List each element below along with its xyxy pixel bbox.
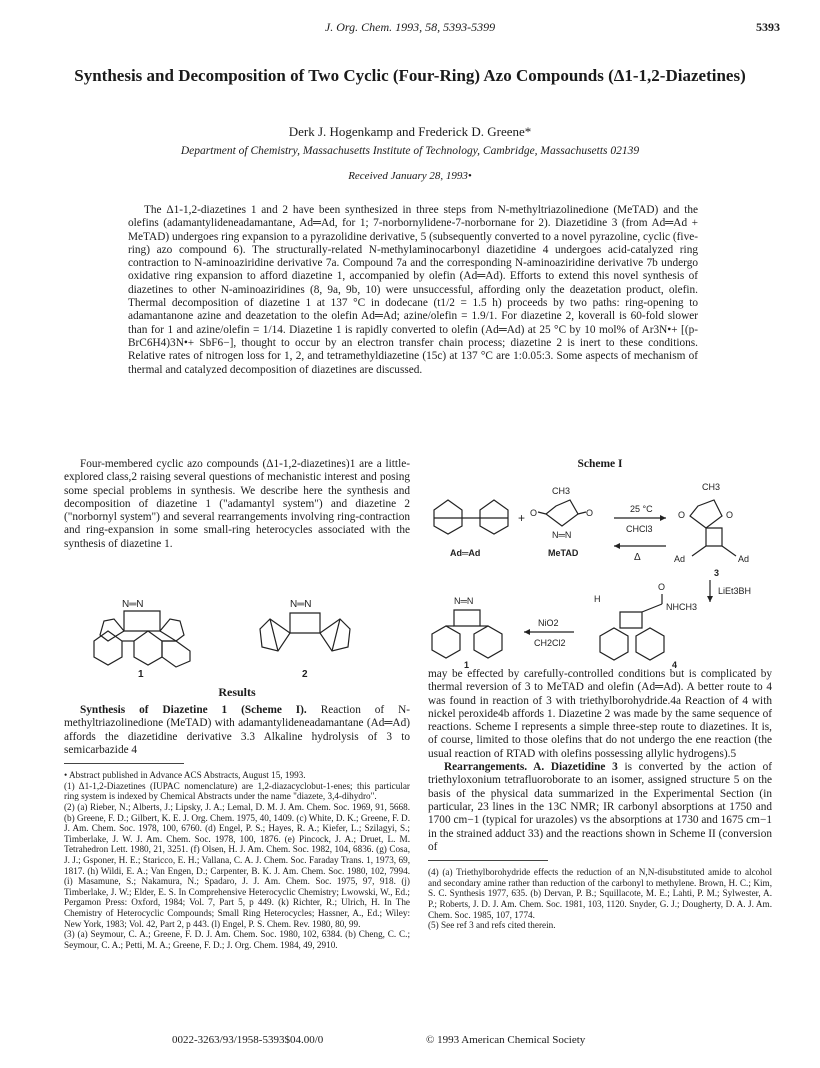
footnote: (4) (a) Triethylborohydride effects the reduction of an N,N-disubstituted amide to alcohol and secondary amine rather than reduction of the carbonyl to methylene. Brown, H. C.; Kim, S. C. Synthesis 1977, 635. (b) Dervan, P. B.; Squillacote, M. E.; Lahti, P. M.; Sylwester, A. P.; Roberts, J. D. J. Am. Chem. Soc. 1981, 103, 1120. Snyder, G. J.; Dougherty, D. A. J. Am. Chem. Soc. 1985, 107, 1774. bbox=[428, 867, 772, 920]
compound-4-label: 4 bbox=[672, 660, 678, 668]
compound-1-scheme-label: 1 bbox=[464, 660, 470, 668]
ch2cl2-label: CH2Cl2 bbox=[534, 638, 566, 648]
ad-ad-label: Ad═Ad bbox=[450, 548, 481, 558]
rearrangements-heading: Rearrangements. A. Diazetidine 3 bbox=[444, 761, 618, 774]
running-header bbox=[40, 20, 780, 40]
ad-left-label: Ad bbox=[674, 554, 686, 564]
oxygen-label: O bbox=[586, 508, 594, 518]
compound-1-label: 1 bbox=[138, 669, 144, 680]
compound-2-label: 2 bbox=[302, 669, 308, 680]
footnote-divider bbox=[428, 860, 548, 861]
results-heading: Results bbox=[218, 685, 256, 700]
reverse-arrowhead bbox=[614, 543, 620, 549]
ch3-label: CH3 bbox=[702, 482, 721, 492]
synthesis-paragraph bbox=[64, 704, 410, 757]
hydrogen-label: H bbox=[594, 594, 601, 604]
oxygen-label: O bbox=[530, 508, 538, 518]
diazetine-structures bbox=[64, 561, 410, 679]
authors: Derk J. Hogenkamp and Frederick D. Greene* bbox=[288, 124, 532, 139]
scheme-title: Scheme I bbox=[577, 458, 623, 470]
compound-4-structure bbox=[600, 594, 664, 660]
solvent-label: CHCl3 bbox=[626, 524, 653, 534]
footnotes-left bbox=[64, 770, 410, 950]
page-number: 5393 bbox=[756, 20, 780, 34]
right-column bbox=[428, 458, 772, 931]
compound-1-structure bbox=[94, 611, 190, 667]
forward-arrowhead bbox=[660, 515, 666, 521]
article-code: 0022-3263/93/1958-5393$04.00/0 bbox=[172, 1034, 324, 1046]
footnotes-right bbox=[428, 867, 772, 931]
nhch3-label: NHCH3 bbox=[666, 602, 698, 612]
oxidation-arrowhead bbox=[524, 629, 530, 635]
azo-label-2: N═N bbox=[290, 599, 312, 611]
compound-2-structure bbox=[260, 613, 350, 651]
footnote: • Abstract published in Advance ACS Abstracts, August 15, 1993. bbox=[64, 770, 306, 781]
metad-label: MeTAD bbox=[548, 548, 579, 558]
delta-label: Δ bbox=[634, 552, 641, 563]
continuation-paragraph: may be effected by carefully-controlled conditions but is complicated by thermal reversion of 3 to MeTAD and olefin (Ad═Ad). A better route to 4 was found in reaction of 3 with triethylborohydride.4a Reaction of 4 with nickel peroxide4b affords 1. Diazetine 2 was made by the same sequence of reactions. Scheme I represents a simple three-step route to diazetines. It is, of course, limited to those olefins that do not undergo the ene reaction (the usual reaction of RTAD with olefins possessing allylic hydrogens).5 bbox=[428, 668, 772, 760]
azo-label-1: N═N bbox=[122, 599, 144, 611]
ch3-label: CH3 bbox=[552, 486, 571, 496]
rearrangements-paragraph bbox=[428, 761, 772, 854]
oxygen-label: O bbox=[726, 510, 734, 520]
compound-3-structure bbox=[690, 500, 736, 556]
abstract: The Δ1-1,2-diazetines 1 and 2 have been synthesized in three steps from N-methyltriazolinedione (MeTAD) and the olefins (adamantylideneadamantane, Ad═Ad, for 1; 7-norbornylidene-7-norbornane for 2). Diazetidine 3 (from Ad═Ad + MeTAD) undergoes ring expansion to a pyrazolidine derivative, 5 (subsequently converted to a novel pyrazoline, cyclic (five-ring) azo compound 6). The structurally-related N-methylaminocarbonyl diazetidine 4 undergoes acid-catalyzed ring contraction to N-aminoaziridine derivative 7a. Compound 7a and the corresponding N-aminoaziridine derivative 7b undergo oxidative ring expansion to afford diazetine 1, accompanied by olefin (Ad═Ad). Efforts to extend this novel synthesis of diazetines to other N-aminoaziridines (8, 9a, 9b, 10) were unsuccessful, affording only the deazetation product, olefin. Thermal decomposition of diazetine 1 at 137 °C in dodecane (t1/2 = 1.5 h) proceeds by two paths: ring-opening to adamantanone azine and deazetation to the olefin Ad═Ad; azine/olefin = 1.9/1. For diazetine 2, koverall is 60-fold slower than for 1 and azine/olefin = 1/14. Diazetine 1 is rapidly converted to olefin (Ad═Ad) at 25 °C by 10 mol% of Ar3N•+ [(p-BrC6H4)3N•+ SbF6−], thought to occur by an electron transfer chain process; diazetine 2 is inert to these conditions. Relative rates of nitrogen loss for 1, 2, and tetramethyldiazetine (15c) at 137 °C are 1:0.05:3. Some aspects of mechanism of thermal and catalyzed decomposition of diazetines are discussed. bbox=[128, 204, 698, 376]
synthesis-text: Reaction of N-methyltriazolinedione (MeTAD) with adamantylideneadamantane (Ad═Ad) affords the diazetidine derivative 3.3 Alkaline hydrolysis of 3 to semicarbazide 4 bbox=[64, 704, 410, 756]
footnote: (5) See ref 3 and refs cited therein. bbox=[428, 920, 556, 931]
scheme-i-diagram bbox=[428, 476, 772, 668]
plus-sign: + bbox=[518, 511, 526, 525]
received-date: Received January 28, 1993• bbox=[348, 170, 472, 182]
affiliation: Department of Chemistry, Massachusetts Institute of Technology, Cambridge, Massachusetts 02139 bbox=[180, 145, 640, 157]
synthesis-heading: Synthesis of Diazetine 1 (Scheme I). bbox=[80, 704, 307, 717]
reagent-label: LiEt3BH bbox=[718, 586, 752, 596]
rearrangements-text: is converted by the action of triethyloxonium tetrafluoroborate to an isomer, assigned structure 5 on the basis of the physical data summarized in the Experimental Section (in particular, 23 lines in the 13C NMR; IR carbonyl absorptions at 1750 and 1700 cm−1 (typical for urazoles) vs the absorptions at 1730 and 1675 cm−1 in the strained adduct 33) and the reactions shown in Scheme II (conversion of bbox=[428, 761, 773, 853]
azo-label: N═N bbox=[454, 596, 474, 606]
article-title: Synthesis and Decomposition of Two Cyclic (Four-Ring) Azo Compounds (Δ1-1,2-Diazetines) bbox=[74, 66, 746, 85]
metad-structure bbox=[538, 500, 586, 526]
footnote: (3) (a) Seymour, C. A.; Greene, F. D. J. Am. Chem. Soc. 1980, 102, 6384. (b) Cheng, C. C.; Seymour, C. A.; Petti, M. A.; Greene, F. D.; J. Org. Chem. 1984, 49, 2910. bbox=[64, 929, 410, 950]
nio2-label: NiO2 bbox=[538, 618, 559, 628]
structures-figure bbox=[64, 561, 410, 679]
down-arrowhead bbox=[707, 596, 713, 602]
footnote-divider bbox=[64, 763, 184, 764]
compound-1-scheme-structure bbox=[432, 610, 502, 658]
left-column bbox=[64, 458, 410, 950]
footnote: (2) (a) Rieber, N.; Alberts, J.; Lipsky, J. A.; Lemal, D. M. J. Am. Chem. Soc. 1969, 91, 5668. (b) Greene, F. D.; Gilbert, K. E. J. Org. Chem. 1975, 40, 1409. (c) White, D. K.; Greene, F. D. J. Am. Chem. Soc. 1978, 100, 6760. (d) Engel, P. S.; Hayes, R. A.; Kiefer, L.; Szilagyi, S.; Timberlake, J. W. J. Am. Chem. Soc. 1978, 100, 1876. (e) Pincock, J. A.; Druet, L. M. Tetrahedron Lett. 1980, 21, 3251. (f) Olsen, H. J. Am. Chem. Soc. 1982, 104, 6836. (g) Cosa, J. J.; Gsponer, H. E.; Staricco, E. H.; Vallana, C. A. J. Chem. Soc. Faraday Trans. 1, 1973, 69, 1817. (h) Wildi, E. A.; Van Engen, D.; Carpenter, B. K. J. Am. Chem. Soc. 1980, 102, 7994. (i) Masamune, S.; Nakamura, N.; Spadaro, J. J. Am. Chem. Soc. 1975, 97, 918. (j) Timberlake, J. W.; Elder, E. S. In Comprehensive Heterocyclic Chemistry; Lwowski, W., Ed.; Pergamon Press: Oxford, 1984; Vol. 7, Part 5, p 449. (k) Richter, R.; Ulrich, H. In The Chemistry of Heterocyclic Compounds; Small Ring Heterocycles; Hassner, A., Ed.; Wiley: New York, 1983; Vol. 42, Part 2, p 443. (l) Engel, P. S. Chem. Rev. 1980, 80, 99. bbox=[64, 802, 410, 929]
ad-ad-structure bbox=[434, 500, 508, 534]
compound-3-label: 3 bbox=[714, 568, 720, 578]
azo-label: N═N bbox=[552, 530, 572, 540]
scheme-i bbox=[428, 476, 772, 668]
intro-paragraph: Four-membered cyclic azo compounds (Δ1-1,2-diazetines)1 are a little-explored class,2 raising several questions of mechanistic interest and posing some special problems in synthesis. We describe here the synthesis and decomposition of diazetine 1 ("adamantyl system") and diazetine 2 ("norbornyl system") and several rearrangements involving ring-contraction and ring-expansion in some small-ring heterocycles associated with the synthesis of diazetine 1. bbox=[64, 458, 410, 550]
footnote: (1) Δ1-1,2-Diazetines (IUPAC nomenclature) are 1,2-diazacyclobut-1-enes; this particular ring system is indexed by Chemical Abstracts under the name "diazete, 3,4-dihydro". bbox=[64, 780, 410, 802]
oxygen-label: O bbox=[678, 510, 686, 520]
copyright: © 1993 American Chemical Society bbox=[426, 1034, 586, 1046]
journal-citation: J. Org. Chem. 1993, 58, 5393-5399 bbox=[324, 20, 496, 34]
ad-right-label: Ad bbox=[738, 554, 750, 564]
oxygen-label: O bbox=[658, 582, 666, 592]
temperature-label: 25 °C bbox=[630, 504, 653, 514]
